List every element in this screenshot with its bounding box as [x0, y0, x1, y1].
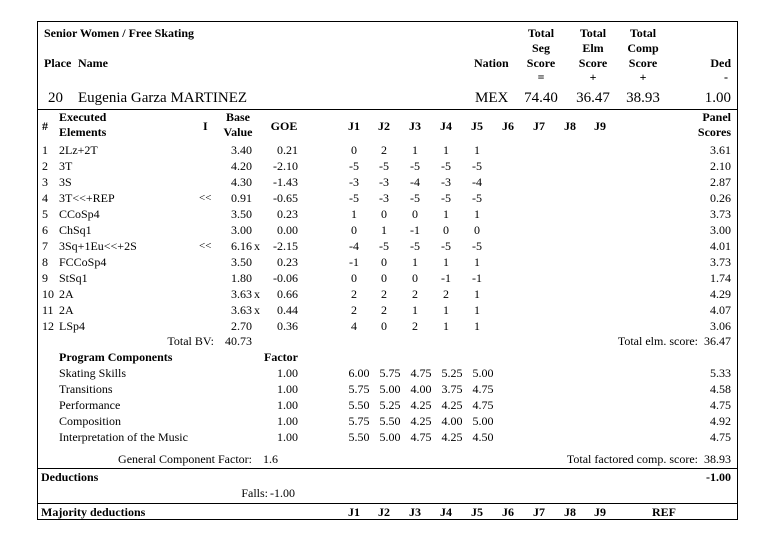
- component-name: Transitions: [59, 382, 113, 396]
- col-info: I: [203, 119, 208, 133]
- element-judge-3: 1: [412, 303, 418, 317]
- ded-sign: -: [724, 70, 728, 84]
- total-bv-value: 40.73: [225, 334, 252, 348]
- element-judge-1: -3: [349, 175, 359, 189]
- element-judge-4: -5: [441, 191, 451, 205]
- divider-deductions: [38, 468, 737, 469]
- col-executed: Executed: [59, 110, 107, 124]
- element-name: 3T<<+REP: [59, 191, 115, 205]
- tss-label-4: =: [537, 70, 545, 84]
- element-panel-score: 0.26: [710, 191, 731, 205]
- element-goe: -2.15: [273, 239, 298, 253]
- col-num: #: [42, 119, 48, 133]
- score-sheet: [37, 21, 738, 520]
- component-judge-3: 4.25: [410, 398, 432, 412]
- component-judge-5: 4.75: [472, 398, 494, 412]
- component-panel-score: 5.33: [710, 366, 731, 380]
- element-judge-5: 1: [474, 207, 480, 221]
- element-judge-3: 0: [412, 207, 418, 221]
- component-judge-4: 5.25: [441, 366, 463, 380]
- judge-header-2: J2: [378, 119, 390, 133]
- component-judge-2: 5.25: [379, 398, 401, 412]
- element-panel-score: 3.73: [710, 207, 731, 221]
- deductions-label: Deductions: [41, 470, 99, 484]
- skater-name: Eugenia Garza MARTINEZ: [78, 90, 248, 106]
- element-judge-5: -5: [472, 191, 482, 205]
- col-base: Base: [226, 110, 250, 124]
- element-goe: -0.06: [273, 271, 298, 285]
- element-name: 2A: [59, 303, 74, 317]
- element-panel-score: 3.00: [710, 223, 731, 237]
- element-judge-1: 4: [351, 319, 357, 333]
- element-judge-3: 0: [412, 271, 418, 285]
- deductions-total: -1.00: [706, 470, 731, 484]
- col-value: Value: [223, 125, 253, 139]
- total-elm-value: 36.47: [704, 334, 731, 348]
- component-name: Skating Skills: [59, 366, 127, 380]
- judge-header-9: J9: [594, 119, 606, 133]
- pcs-label-1: Total: [629, 26, 657, 40]
- element-goe: 0.36: [277, 319, 298, 333]
- component-judge-2: 5.00: [379, 430, 401, 444]
- pcs-label-3: Score: [628, 56, 658, 70]
- element-judge-3: 1: [412, 255, 418, 269]
- element-judge-1: 0: [351, 271, 357, 285]
- element-panel-score: 2.87: [710, 175, 731, 189]
- element-num: 2: [42, 159, 48, 173]
- element-judge-5: 1: [474, 303, 480, 317]
- component-judge-3: 4.25: [410, 414, 432, 428]
- tss-label-3: Score: [526, 56, 556, 70]
- element-judge-3: -4: [410, 175, 420, 189]
- element-judge-2: 0: [381, 207, 387, 221]
- element-judge-5: -5: [472, 239, 482, 253]
- element-panel-score: 1.74: [710, 271, 731, 285]
- ded-label: Ded: [710, 56, 731, 70]
- element-judge-3: 1: [412, 143, 418, 157]
- component-judge-2: 5.00: [379, 382, 401, 396]
- element-panel-score: 4.29: [710, 287, 731, 301]
- component-name: Composition: [59, 414, 122, 428]
- element-num: 9: [42, 271, 48, 285]
- col-scores: Scores: [697, 125, 731, 139]
- element-base-value: 3.63: [231, 303, 252, 317]
- element-base-value: 3.63: [231, 287, 252, 301]
- element-goe: 0.23: [277, 207, 298, 221]
- element-goe: -2.10: [273, 159, 298, 173]
- judge-header-4: J4: [440, 119, 452, 133]
- element-num: 12: [42, 319, 54, 333]
- component-factor: 1.00: [277, 430, 298, 444]
- element-name: FCCoSp4: [59, 255, 107, 269]
- element-judge-3: -5: [410, 191, 420, 205]
- element-panel-score: 4.07: [710, 303, 731, 317]
- element-base-value: 4.30: [231, 175, 252, 189]
- element-num: 11: [42, 303, 54, 317]
- element-base-value: 2.70: [231, 319, 252, 333]
- element-judge-1: -5: [349, 159, 359, 173]
- component-judge-2: 5.50: [379, 414, 401, 428]
- component-panel-score: 4.58: [710, 382, 731, 396]
- gcf-label: General Component Factor:: [118, 452, 252, 466]
- nation-label: Nation: [474, 56, 509, 70]
- element-goe: 0.44: [277, 303, 298, 317]
- judge-header-6: J6: [502, 119, 514, 133]
- element-num: 5: [42, 207, 48, 221]
- element-judge-1: -4: [349, 239, 359, 253]
- element-judge-5: -5: [472, 159, 482, 173]
- element-name: ChSq1: [59, 223, 92, 237]
- divider-majority: [38, 503, 737, 504]
- judge-header-7: J7: [533, 119, 545, 133]
- element-bonus-mark: x: [254, 239, 260, 253]
- element-name: 3Sq+1Eu<<+2S: [59, 239, 137, 253]
- element-bonus-mark: x: [254, 303, 260, 317]
- component-judge-4: 4.25: [441, 398, 463, 412]
- majority-judge-4: J4: [440, 505, 452, 519]
- element-base-value: 4.20: [231, 159, 252, 173]
- element-base-value: 3.00: [231, 223, 252, 237]
- place-label: Place: [44, 56, 72, 70]
- element-base-value: 3.50: [231, 207, 252, 221]
- component-factor: 1.00: [277, 414, 298, 428]
- element-num: 4: [42, 191, 48, 205]
- element-base-value: 1.80: [231, 271, 252, 285]
- total-elm-label: Total elm. score:: [617, 334, 698, 348]
- element-judge-4: -1: [441, 271, 451, 285]
- element-judge-4: 1: [443, 319, 449, 333]
- element-judge-2: 2: [381, 287, 387, 301]
- element-judge-5: 1: [474, 287, 480, 301]
- element-judge-1: -5: [349, 191, 359, 205]
- element-panel-score: 3.61: [710, 143, 731, 157]
- tss-label-2: Seg: [532, 41, 550, 55]
- majority-label: Majority deductions: [41, 505, 146, 519]
- component-judge-1: 5.50: [348, 398, 370, 412]
- element-judge-3: -5: [410, 159, 420, 173]
- element-name: CCoSp4: [59, 207, 100, 221]
- tes-label-4: +: [589, 70, 597, 84]
- element-goe: -0.65: [273, 191, 298, 205]
- element-judge-5: 1: [474, 319, 480, 333]
- judge-header-1: J1: [348, 119, 360, 133]
- skater-tss: 74.40: [524, 90, 558, 106]
- component-name: Performance: [59, 398, 121, 412]
- element-judge-1: 1: [351, 207, 357, 221]
- majority-judge-6: J6: [502, 505, 514, 519]
- event-title: Senior Women / Free Skating: [44, 26, 195, 40]
- component-judge-2: 5.75: [379, 366, 401, 380]
- element-base-value: 3.40: [231, 143, 252, 157]
- judge-header-5: J5: [471, 119, 483, 133]
- element-judge-1: -1: [349, 255, 359, 269]
- majority-judge-8: J8: [564, 505, 576, 519]
- component-judge-5: 5.00: [472, 414, 494, 428]
- component-judge-1: 5.75: [348, 382, 370, 396]
- element-name: StSq1: [59, 271, 88, 285]
- element-judge-4: -5: [441, 239, 451, 253]
- element-judge-2: -3: [379, 191, 389, 205]
- element-bonus-mark: x: [254, 287, 260, 301]
- element-judge-5: 0: [474, 223, 480, 237]
- majority-judge-2: J2: [378, 505, 390, 519]
- element-base-value: 6.16: [231, 239, 252, 253]
- element-judge-5: 1: [474, 255, 480, 269]
- element-judge-2: -3: [379, 175, 389, 189]
- component-factor: 1.00: [277, 382, 298, 396]
- majority-judge-1: J1: [348, 505, 360, 519]
- component-name: Interpretation of the Music: [59, 430, 188, 444]
- element-judge-2: -5: [379, 239, 389, 253]
- col-goe: GOE: [270, 119, 298, 133]
- tes-label-1: Total: [579, 26, 607, 40]
- element-judge-4: 1: [443, 303, 449, 317]
- element-judge-1: 2: [351, 287, 357, 301]
- element-judge-5: -1: [472, 271, 482, 285]
- component-factor: 1.00: [277, 398, 298, 412]
- element-num: 1: [42, 143, 48, 157]
- skater-nation: MEX: [475, 90, 509, 106]
- name-label: Name: [78, 56, 108, 70]
- col-elements: Elements: [59, 125, 107, 139]
- component-judge-3: 4.75: [410, 430, 432, 444]
- element-goe: -1.43: [273, 175, 298, 189]
- element-judge-2: 2: [381, 303, 387, 317]
- element-name: 2Lz+2T: [59, 143, 98, 157]
- component-judge-5: 4.50: [472, 430, 494, 444]
- component-panel-score: 4.92: [710, 414, 731, 428]
- element-judge-4: 0: [443, 223, 449, 237]
- element-base-value: 0.91: [231, 191, 252, 205]
- skater-pcs: 38.93: [626, 90, 660, 106]
- element-num: 7: [42, 239, 48, 253]
- judge-header-3: J3: [409, 119, 421, 133]
- component-judge-5: 5.00: [472, 366, 494, 380]
- skater-place: 20: [48, 90, 63, 106]
- element-judge-1: 0: [351, 223, 357, 237]
- component-judge-4: 3.75: [441, 382, 463, 396]
- element-goe: 0.21: [277, 143, 298, 157]
- element-num: 8: [42, 255, 48, 269]
- majority-ref: REF: [652, 505, 676, 519]
- element-judge-5: 1: [474, 143, 480, 157]
- component-panel-score: 4.75: [710, 398, 731, 412]
- element-judge-1: 0: [351, 143, 357, 157]
- element-judge-4: 1: [443, 255, 449, 269]
- element-judge-4: 1: [443, 143, 449, 157]
- element-panel-score: 2.10: [710, 159, 731, 173]
- element-judge-4: 1: [443, 207, 449, 221]
- tes-label-3: Score: [578, 56, 608, 70]
- component-factor: 1.00: [277, 366, 298, 380]
- element-judge-5: -4: [472, 175, 482, 189]
- tss-label-1: Total: [527, 26, 555, 40]
- skater-ded: 1.00: [704, 90, 731, 106]
- element-info: <<: [199, 192, 212, 204]
- falls-value: -1.00: [270, 486, 295, 500]
- element-num: 3: [42, 175, 48, 189]
- total-comp-value: 38.93: [704, 452, 731, 466]
- element-name: 3T: [59, 159, 73, 173]
- component-judge-5: 4.75: [472, 382, 494, 396]
- total-bv-label: Total BV:: [167, 334, 214, 348]
- component-judge-3: 4.00: [410, 382, 432, 396]
- element-goe: 0.23: [277, 255, 298, 269]
- majority-judge-5: J5: [471, 505, 483, 519]
- element-judge-3: 2: [412, 319, 418, 333]
- skater-tes: 36.47: [576, 90, 610, 106]
- col-panel: Panel: [702, 110, 731, 124]
- element-judge-2: 1: [381, 223, 387, 237]
- pcs-label-4: +: [639, 70, 647, 84]
- component-judge-1: 5.50: [348, 430, 370, 444]
- falls-label: Falls:: [241, 486, 268, 500]
- component-judge-3: 4.75: [410, 366, 432, 380]
- element-panel-score: 3.06: [710, 319, 731, 333]
- element-judge-2: 0: [381, 319, 387, 333]
- gcf-value: 1.6: [263, 452, 278, 466]
- element-num: 10: [42, 287, 54, 301]
- components-title: Program Components: [59, 350, 173, 364]
- majority-judge-9: J9: [594, 505, 606, 519]
- element-judge-3: 2: [412, 287, 418, 301]
- element-judge-4: 2: [443, 287, 449, 301]
- tes-label-2: Elm: [582, 41, 604, 55]
- element-name: 3S: [59, 175, 72, 189]
- element-judge-2: -5: [379, 159, 389, 173]
- element-name: LSp4: [59, 319, 86, 333]
- element-judge-2: 0: [381, 271, 387, 285]
- component-judge-4: 4.00: [441, 414, 463, 428]
- component-judge-4: 4.25: [441, 430, 463, 444]
- element-judge-2: 0: [381, 255, 387, 269]
- element-judge-1: 2: [351, 303, 357, 317]
- total-comp-label: Total factored comp. score:: [566, 452, 698, 466]
- element-goe: 0.00: [277, 223, 298, 237]
- element-judge-2: 2: [381, 143, 387, 157]
- element-info: <<: [199, 240, 212, 252]
- element-base-value: 3.50: [231, 255, 252, 269]
- component-panel-score: 4.75: [710, 430, 731, 444]
- element-judge-3: -5: [410, 239, 420, 253]
- pcs-label-2: Comp: [627, 41, 659, 55]
- majority-judge-3: J3: [409, 505, 421, 519]
- element-judge-3: -1: [410, 223, 420, 237]
- majority-judge-7: J7: [533, 505, 545, 519]
- component-judge-1: 6.00: [348, 366, 370, 380]
- divider-top: [38, 109, 737, 110]
- element-name: 2A: [59, 287, 74, 301]
- element-num: 6: [42, 223, 48, 237]
- element-judge-4: -3: [441, 175, 451, 189]
- element-panel-score: 4.01: [710, 239, 731, 253]
- element-goe: 0.66: [277, 287, 298, 301]
- judge-header-8: J8: [564, 119, 576, 133]
- element-panel-score: 3.73: [710, 255, 731, 269]
- component-judge-1: 5.75: [348, 414, 370, 428]
- element-judge-4: -5: [441, 159, 451, 173]
- components-factor-label: Factor: [264, 350, 298, 364]
